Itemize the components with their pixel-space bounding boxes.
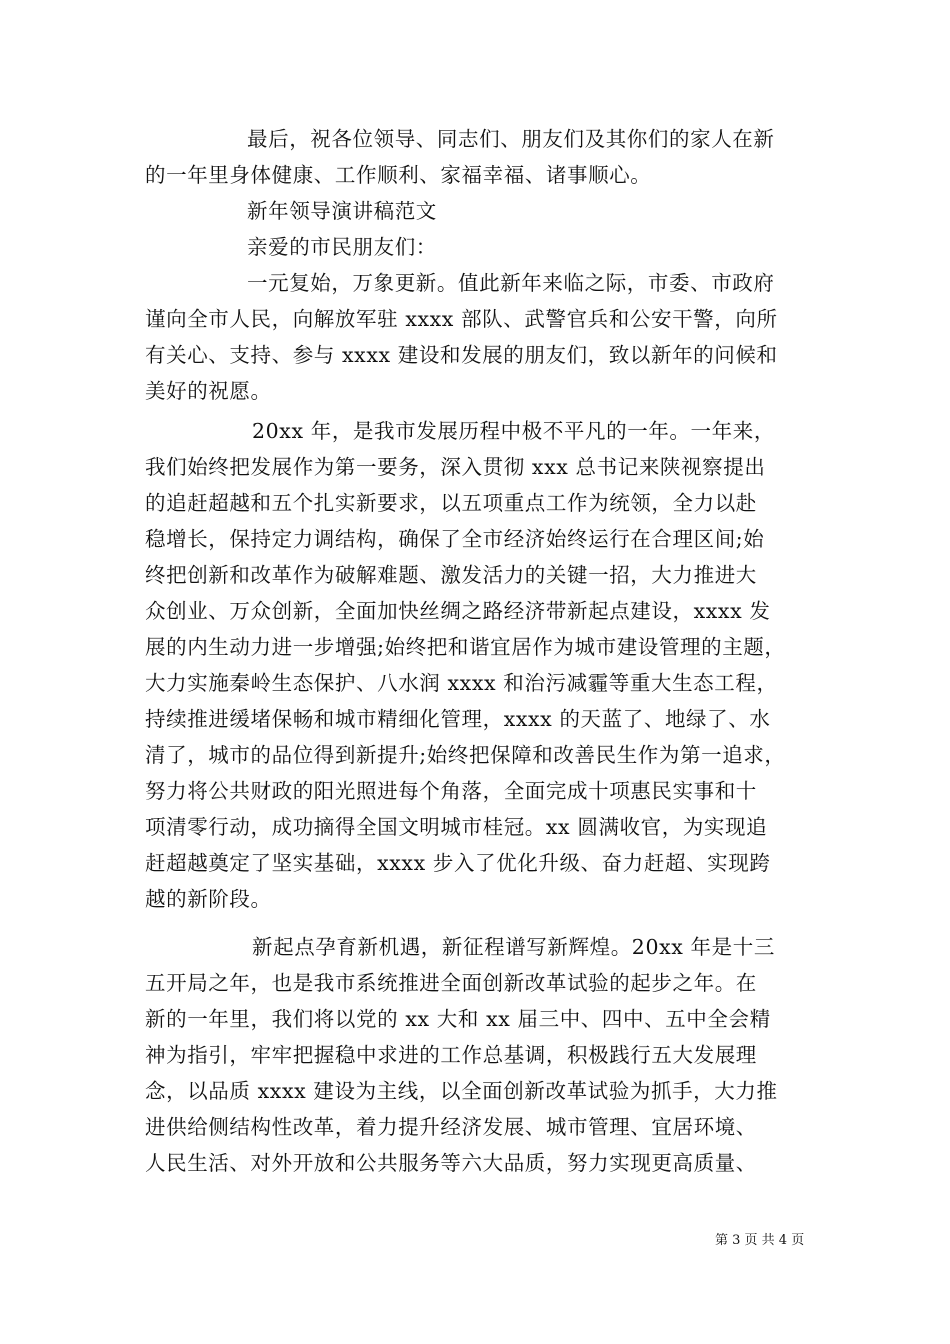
text-line: 亲爱的市民朋友们： bbox=[247, 235, 437, 259]
text-line: 神为指引，牢牢把握稳中求进的工作总基调，积极践行五大发展理 bbox=[145, 1043, 757, 1067]
text-line: 20xx 年，是我市发展历程中极不平凡的一年。一年来， bbox=[252, 419, 775, 443]
text-line: 努力将公共财政的阳光照进每个角落，全面完成十项惠民实事和十 bbox=[145, 779, 757, 803]
text-line: 赶超越奠定了坚实基础，xxxx 步入了优化升级、奋力赶超、实现跨 bbox=[145, 851, 771, 875]
text-line: 清了，城市的品位得到新提升;始终把保障和改善民生作为第一追求， bbox=[145, 743, 786, 767]
text-line: 谨向全市人民，向解放军驻 xxxx 部队、武警官兵和公安干警，向所 bbox=[145, 307, 778, 331]
text-line: 念，以品质 xxxx 建设为主线，以全面创新改革试验为抓手，大力推 bbox=[145, 1079, 778, 1103]
text-line: 一元复始，万象更新。值此新年来临之际，市委、市政府 bbox=[247, 271, 775, 295]
text-line: 美好的祝愿。 bbox=[145, 379, 272, 403]
text-line: 新年领导演讲稿范文 bbox=[247, 199, 437, 223]
text-line: 终把创新和改革作为破解难题、激发活力的关键一招，大力推进大 bbox=[145, 563, 757, 587]
text-line: 展的内生动力进一步增强;始终把和谐宜居作为城市建设管理的主题， bbox=[145, 635, 786, 659]
text-line: 大力实施秦岭生态保护、八水润 xxxx 和治污减霾等重大生态工程， bbox=[145, 671, 778, 695]
text-line: 新起点孕育新机遇，新征程谱写新辉煌。20xx 年是十三 bbox=[252, 935, 775, 959]
text-line: 人民生活、对外开放和公共服务等六大品质，努力实现更高质量、 bbox=[145, 1151, 757, 1175]
text-line: 稳增长，保持定力调结构，确保了全市经济始终运行在合理区间;始 bbox=[145, 527, 765, 551]
text-line: 最后，祝各位领导、同志们、朋友们及其你们的家人在新 bbox=[247, 127, 775, 151]
text-line: 越的新阶段。 bbox=[145, 887, 272, 911]
text-line: 我们始终把发展作为第一要务，深入贯彻 xxx 总书记来陕视察提出 bbox=[145, 455, 766, 479]
text-line: 五开局之年，也是我市系统推进全面创新改革试验的起步之年。在 bbox=[145, 971, 757, 995]
text-line: 新的一年里，我们将以党的 xx 大和 xx 届三中、四中、五中全会精 bbox=[145, 1007, 771, 1031]
text-line: 进供给侧结构性改革，着力提升经济发展、城市管理、宜居环境、 bbox=[145, 1115, 757, 1139]
text-line: 众创业、万众创新，全面加快丝绸之路经济带新起点建设，xxxx 发 bbox=[145, 599, 771, 623]
text-line: 持续推进缓堵保畅和城市精细化管理，xxxx 的天蓝了、地绿了、水 bbox=[145, 707, 771, 731]
text-line: 有关心、支持、参与 xxxx 建设和发展的朋友们，致以新年的问候和 bbox=[145, 343, 778, 367]
text-line: 的一年里身体健康、工作顺利、家福幸福、诸事顺心。 bbox=[145, 163, 652, 187]
page-number: 第 3 页 共 4 页 bbox=[715, 1233, 805, 1248]
text-line: 项清零行动，成功摘得全国文明城市桂冠。xx 圆满收官，为实现追 bbox=[145, 815, 768, 839]
text-line: 的追赶超越和五个扎实新要求，以五项重点工作为统领，全力以赴 bbox=[145, 491, 757, 515]
